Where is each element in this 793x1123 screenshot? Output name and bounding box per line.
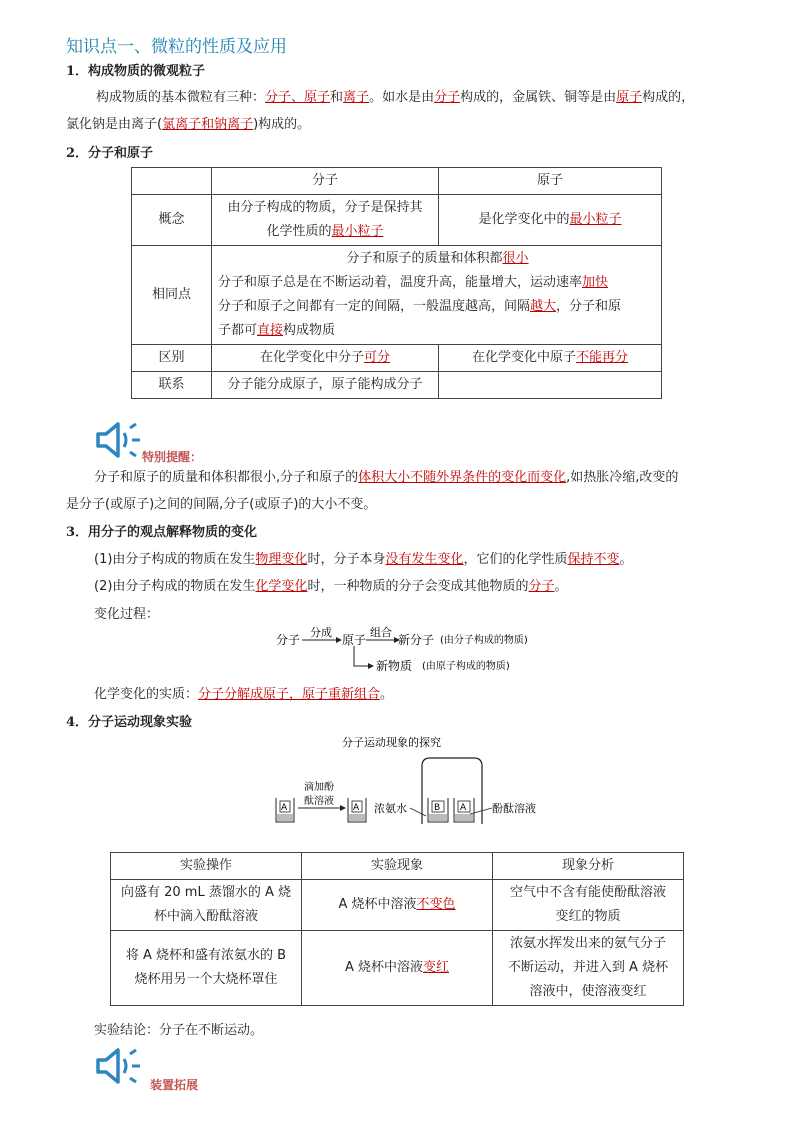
table-cell xyxy=(302,931,493,1006)
answer: 最小粒子 xyxy=(331,224,384,239)
text: ,如热胀冷缩,改变的 xyxy=(566,470,679,485)
speaker-icon xyxy=(94,1044,146,1088)
text: 子都可 xyxy=(218,323,258,338)
text: 不断运动，并进入到 A 烧杯 xyxy=(507,960,669,975)
answer: 化学变化 xyxy=(255,579,308,594)
pointer-line xyxy=(470,808,492,814)
process-label: 变化过程： xyxy=(94,607,160,622)
answer: 最小粒子 xyxy=(569,212,622,227)
diagram-molecule: 分子 xyxy=(276,633,301,647)
table-header: 现象分析 xyxy=(493,853,684,880)
table-cell xyxy=(302,880,493,931)
answer: 不变色 xyxy=(416,897,456,912)
text: 是化学变化中的 xyxy=(478,212,570,227)
change-process-diagram xyxy=(270,624,560,678)
beaker-label: A xyxy=(353,803,360,813)
text: 变红的物质 xyxy=(555,909,621,924)
table-header: 实验操作 xyxy=(111,853,302,880)
table-cell: 分子能分成原子，原子能构成分子 xyxy=(212,372,439,399)
tip-label: 装置拓展 xyxy=(150,1078,199,1092)
figure-caption: 分子运动现象的探究 xyxy=(342,736,441,749)
table-row xyxy=(132,345,662,372)
text: 。 xyxy=(619,552,633,567)
text: 构成物质 xyxy=(283,323,336,338)
beaker-label: A xyxy=(281,803,288,813)
answer: 分子 xyxy=(528,579,555,594)
heading-1: 1．构成物质的微观粒子 xyxy=(66,64,206,79)
line xyxy=(218,247,657,271)
row-label: 相同点 xyxy=(132,246,212,345)
paragraph-1-line-2 xyxy=(66,113,310,132)
text: 化学变化的实质： xyxy=(94,687,199,702)
add-label-2: 酞溶液 xyxy=(304,796,334,807)
text: 时，一种物质的分子会变成其他物质的 xyxy=(307,579,529,594)
answer: 变红 xyxy=(423,960,450,975)
diagram-new-substance-note: (由原子构成的物质) xyxy=(422,661,510,672)
table-cell xyxy=(439,345,662,372)
answer: 保持不变 xyxy=(567,552,620,567)
table-row xyxy=(132,195,662,246)
table-cell xyxy=(439,372,662,399)
answer: 分子 xyxy=(434,90,461,105)
text: 构成的， xyxy=(642,90,695,105)
section-3-line-2 xyxy=(94,575,567,594)
row-label: 概念 xyxy=(132,195,212,246)
diagram-combine: 组合 xyxy=(370,626,392,639)
text: A 烧杯中溶液 xyxy=(338,897,417,912)
answer: 越大 xyxy=(530,299,557,314)
line xyxy=(218,295,657,319)
diagram-atom: 原子 xyxy=(342,633,367,647)
text: 和 xyxy=(330,90,344,105)
answer: 氯离子和钠离子 xyxy=(162,117,254,132)
text: ，它们的化学性质 xyxy=(463,552,568,567)
text: 构成物质的基本微粒有三种： xyxy=(96,90,266,105)
diagram-new-molecule-note: (由分子构成的物质) xyxy=(440,635,528,646)
beaker-a-icon xyxy=(454,798,474,822)
text: ，分子和原 xyxy=(556,299,622,314)
text: 烧杯用另一个大烧杯罩住 xyxy=(134,972,278,987)
beaker-a-icon xyxy=(276,798,294,822)
section-3-line-1 xyxy=(94,548,633,567)
table-cell xyxy=(439,195,662,246)
arrow-head xyxy=(340,805,346,811)
arrow xyxy=(354,646,368,666)
phenol-label: 酚酞溶液 xyxy=(492,802,536,815)
text: 空气中不含有能使酚酞溶液 xyxy=(509,885,666,900)
text: 。 xyxy=(380,687,394,702)
paragraph-1-line-1 xyxy=(96,86,694,105)
molecule-atom-table xyxy=(131,167,662,399)
conclusion: 实验结论：分子在不断运动。 xyxy=(94,1023,264,1038)
text: 溶液中，使溶液变红 xyxy=(529,984,647,999)
text: 。如水是由 xyxy=(369,90,435,105)
diagram-new-molecule: 新分子 xyxy=(398,633,435,647)
answer: 加快 xyxy=(582,275,609,290)
table-row xyxy=(111,931,684,1006)
heading-2: 2．分子和原子 xyxy=(66,146,154,161)
heading-4: 4．分子运动现象实验 xyxy=(66,715,193,730)
table-cell xyxy=(212,345,439,372)
table-cell xyxy=(111,880,302,931)
line xyxy=(218,319,657,343)
table-header: 分子 xyxy=(212,168,439,195)
experiment-figure xyxy=(270,732,560,826)
ammonia-label: 浓氨水 xyxy=(374,802,407,815)
beaker-label: A xyxy=(460,803,467,813)
text: 杯中滴入酚酞溶液 xyxy=(153,909,258,924)
answer: 分子分解成原子，原子重新组合 xyxy=(198,687,381,702)
essence-line xyxy=(94,683,393,702)
table-header-row xyxy=(132,168,662,195)
table-cell xyxy=(493,880,684,931)
text: (2)由分子构成的物质在发生 xyxy=(94,579,256,594)
text: (1)由分子构成的物质在发生 xyxy=(94,552,256,567)
diagram-new-substance: 新物质 xyxy=(376,659,413,673)
table-header: 原子 xyxy=(439,168,662,195)
text: 构成的，金属铁、铜等是由 xyxy=(460,90,617,105)
row-label: 联系 xyxy=(132,372,212,399)
text: 分子和原子的质量和体积都很小,分子和原子的 xyxy=(94,470,359,485)
table-header: 实验现象 xyxy=(302,853,493,880)
table-header-row xyxy=(111,853,684,880)
text: 在化学变化中原子 xyxy=(471,350,576,365)
table-cell xyxy=(212,246,662,345)
answer: 直接 xyxy=(257,323,284,338)
text: 分子和原子的质量和体积都 xyxy=(346,251,503,266)
text: 在化学变化中分子 xyxy=(259,350,364,365)
experiment-table xyxy=(110,852,684,1006)
line xyxy=(218,271,657,295)
text: 将 A 烧杯和盛有浓氨水的 B xyxy=(125,948,287,963)
table-row xyxy=(132,246,662,345)
beaker-a-icon xyxy=(348,798,366,822)
table-cell xyxy=(493,931,684,1006)
text: A 烧杯中溶液 xyxy=(344,960,423,975)
tip-line-2: 是分子(或原子)之间的间隔,分子(或原子)的大小不变。 xyxy=(66,497,377,512)
answer: 物理变化 xyxy=(255,552,308,567)
text: 氯化钠是由离子( xyxy=(66,117,163,132)
tip-line-1 xyxy=(94,466,678,485)
text: 分子和原子之间都有一定的间隔，一般温度越高，间隔 xyxy=(218,299,531,314)
speaker-icon xyxy=(94,418,146,462)
text: 时，分子本身 xyxy=(307,552,386,567)
table-cell xyxy=(132,168,212,195)
text: 由分子构成的物质，分子是保持其 xyxy=(227,200,423,215)
text: 。 xyxy=(554,579,568,594)
section-title: 知识点一、微粒的性质及应用 xyxy=(66,37,287,57)
table-cell xyxy=(111,931,302,1006)
pointer-line xyxy=(410,808,426,816)
heading-3: 3．用分子的观点解释物质的变化 xyxy=(66,525,258,540)
tip-label: 特别提醒： xyxy=(142,450,203,464)
text: 分子和原子总是在不断运动着，温度升高，能量增大，运动速率 xyxy=(218,275,583,290)
diagram-decompose: 分成 xyxy=(310,626,332,639)
row-label: 区别 xyxy=(132,345,212,372)
answer: 可分 xyxy=(364,350,391,365)
answer: 原子 xyxy=(616,90,643,105)
answer: 体积大小不随外界条件的变化而变化 xyxy=(358,470,567,485)
text: 浓氨水挥发出来的氨气分子 xyxy=(509,936,666,951)
beaker-label: B xyxy=(434,803,441,813)
table-row xyxy=(111,880,684,931)
text: )构成的。 xyxy=(253,117,311,132)
table-cell xyxy=(212,195,439,246)
answer: 离子 xyxy=(343,90,370,105)
answer: 分子、原子 xyxy=(265,90,331,105)
arrow-head xyxy=(368,663,374,669)
answer: 很小 xyxy=(502,251,529,266)
text: 向盛有 20 mL 蒸馏水的 A 烧 xyxy=(120,885,291,900)
answer: 没有发生变化 xyxy=(385,552,464,567)
beaker-b-icon xyxy=(428,798,448,822)
add-label-1: 滴加酚 xyxy=(304,782,334,793)
text: 化学性质的 xyxy=(266,224,332,239)
table-row xyxy=(132,372,662,399)
answer: 不能再分 xyxy=(576,350,629,365)
